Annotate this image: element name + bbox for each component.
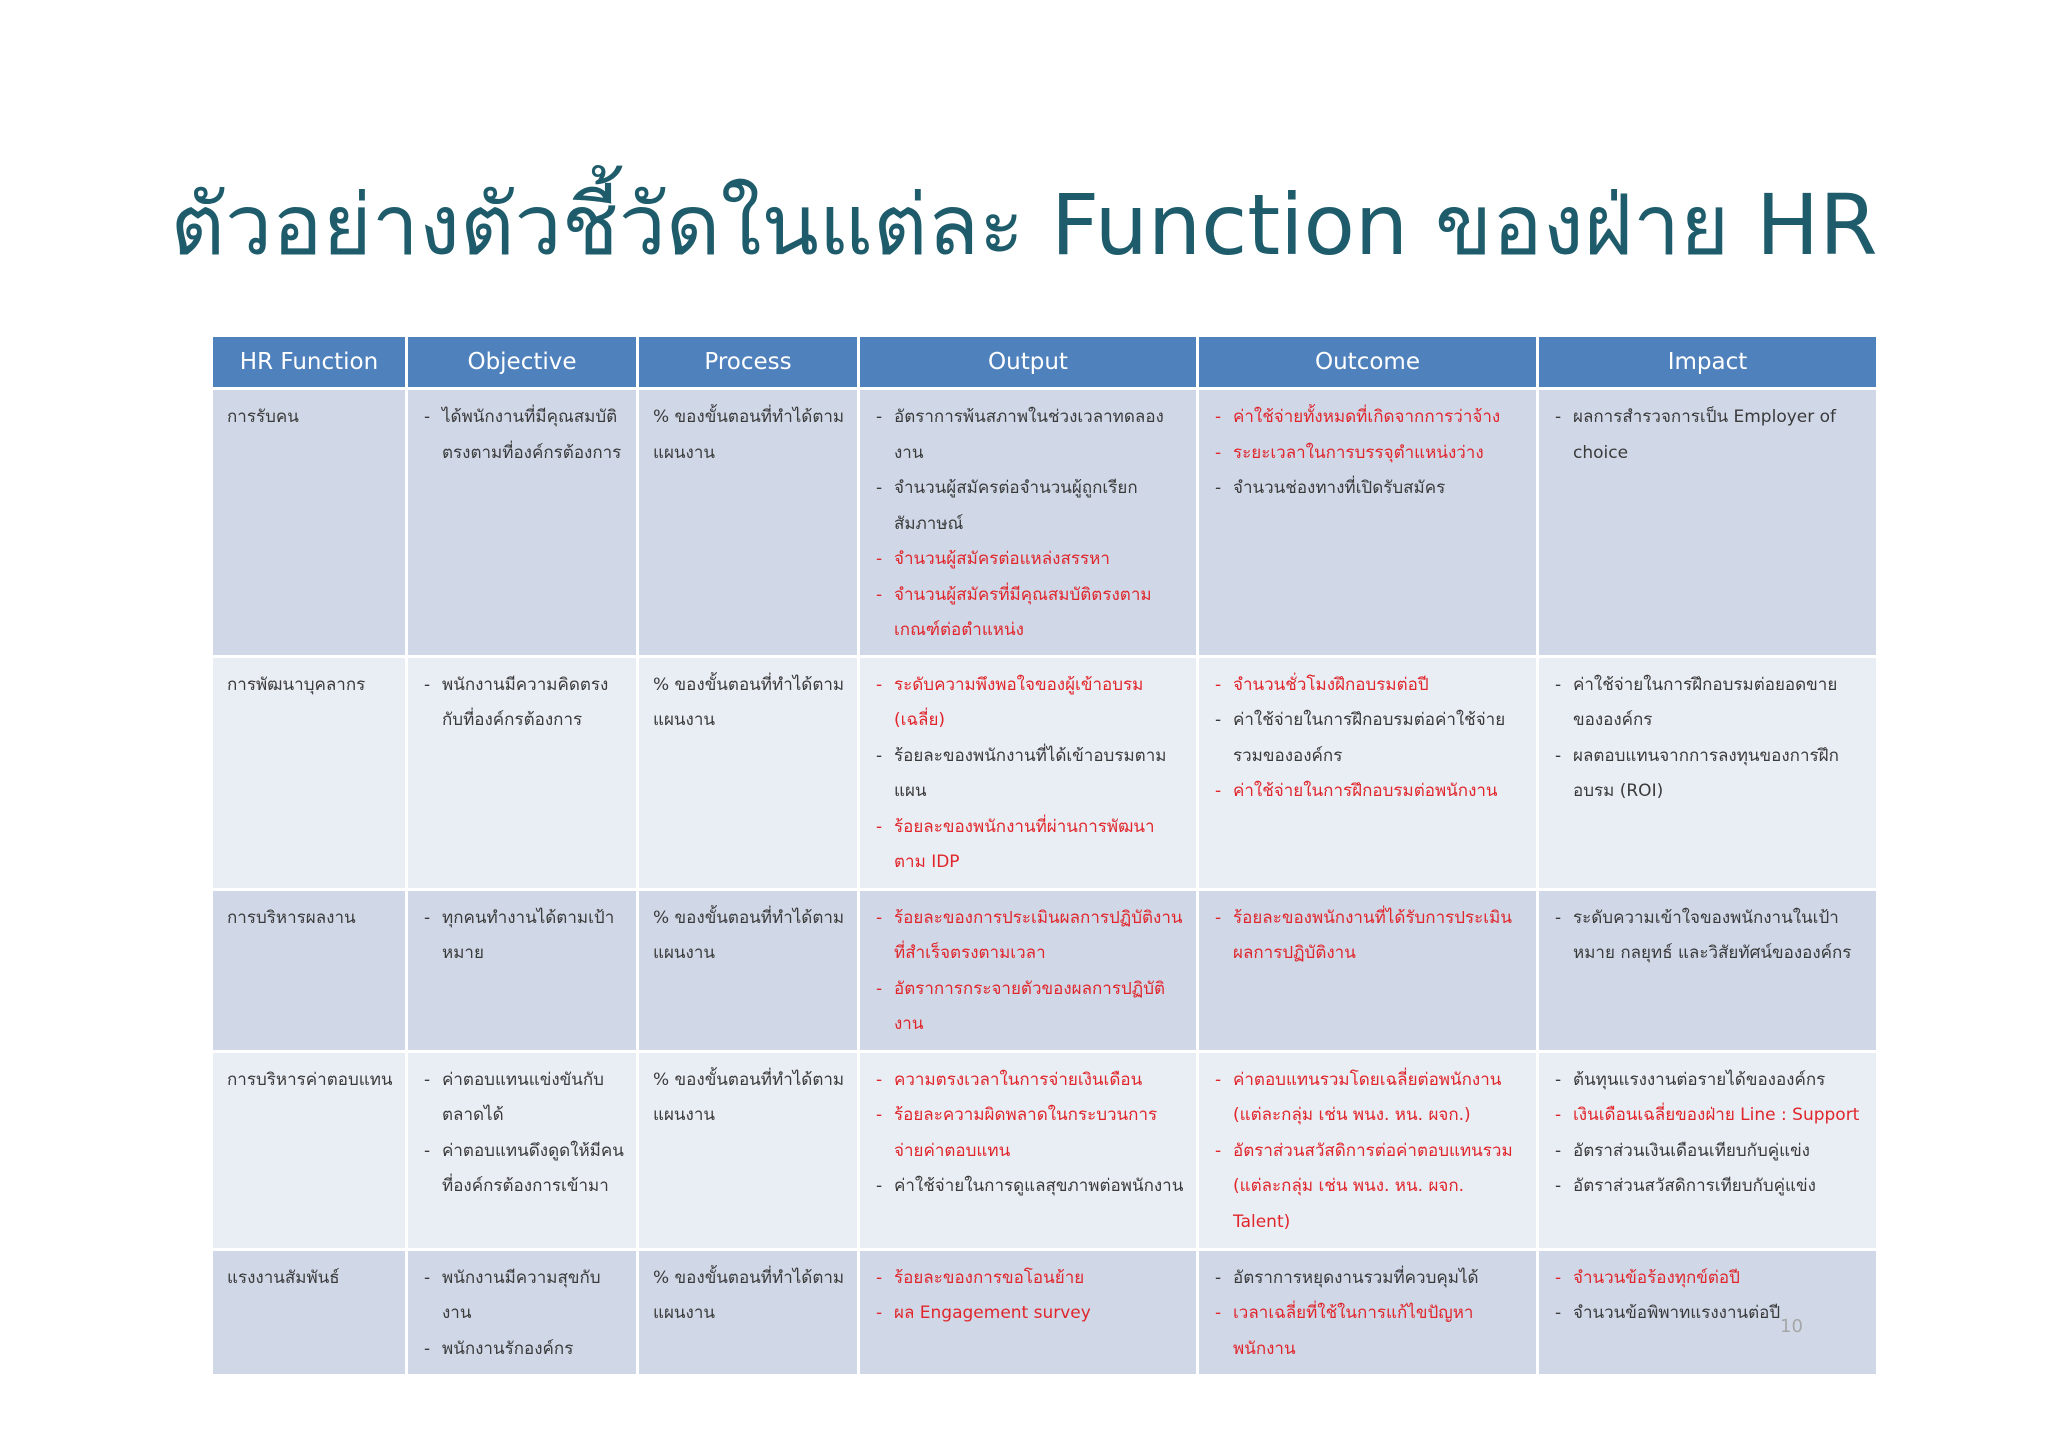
cell-objective (407, 389, 638, 657)
cell-outcome (1198, 389, 1538, 657)
bullet-list (1213, 1063, 1524, 1241)
bullet-list (1553, 1063, 1864, 1205)
bullet-list (874, 1261, 1184, 1332)
list-item: - ร้อยละของพนักงานที่ได้รับการประเมินผลการปฏิบัติงาน (1213, 901, 1524, 972)
cell-objective (407, 889, 638, 1051)
list-item: - จำนวนผู้สมัครที่มีคุณสมบัติตรงตามเกณฑ์ต่อตำแหน่ง (874, 578, 1184, 649)
cell-output (859, 389, 1198, 657)
list-item: - จำนวนผู้สมัครต่อแหล่งสรรหา (874, 542, 1184, 578)
list-item: - ผลตอบแทนจากการลงทุนของการฝึกอบรม (ROI) (1553, 739, 1864, 810)
bullet-list (1213, 1261, 1524, 1368)
cell-objective (407, 1051, 638, 1249)
list-item: - ค่าใช้จ่ายในการดูแลสุขภาพต่อพนักงาน (874, 1169, 1184, 1205)
cell-impact (1538, 1051, 1878, 1249)
bullet-list (1553, 668, 1864, 810)
list-item: - ได้พนักงานที่มีคุณสมบัติตรงตามที่องค์กรต้องการ (422, 400, 624, 471)
list-item: - เงินเดือนเฉลี่ยของฝ่าย Line : Support (1553, 1098, 1864, 1134)
list-item: - อัตราการกระจายตัวของผลการปฏิบัติงาน (874, 972, 1184, 1043)
cell-output (859, 656, 1198, 889)
list-item: - จำนวนข้อพิพาทแรงงานต่อปี (1553, 1296, 1864, 1332)
cell-function: การบริหารค่าตอบแทน (212, 1051, 407, 1249)
table-row (212, 389, 1878, 657)
cell-process: % ของขั้นตอนที่ทำได้ตามแผนงาน (638, 1249, 859, 1375)
bullet-list (874, 901, 1184, 1043)
bullet-list (422, 668, 624, 739)
bullet-list (1213, 668, 1524, 810)
header-hr-function: HR Function (212, 336, 407, 389)
cell-function: การพัฒนาบุคลากร (212, 656, 407, 889)
bullet-list (1553, 400, 1864, 471)
cell-outcome (1198, 1051, 1538, 1249)
cell-process: % ของขั้นตอนที่ทำได้ตามแผนงาน (638, 656, 859, 889)
bullet-list (422, 400, 624, 471)
list-item: - เวลาเฉลี่ยที่ใช้ในการแก้ไขปัญหาพนักงาน (1213, 1296, 1524, 1367)
bullet-list (1213, 400, 1524, 507)
page-number: 10 (1780, 1316, 1803, 1337)
table-row (212, 656, 1878, 889)
list-item: - ระยะเวลาในการบรรจุตำแหน่งว่าง (1213, 436, 1524, 472)
list-item: - ค่าตอบแทนดึงดูดให้มีคนที่องค์กรต้องการเข้ามา (422, 1134, 624, 1205)
cell-output (859, 1249, 1198, 1375)
bullet-list (422, 1063, 624, 1205)
list-item: - ค่าใช้จ่ายทั้งหมดที่เกิดจากการว่าจ้าง (1213, 400, 1524, 436)
cell-impact (1538, 389, 1878, 657)
list-item: - ร้อยละของพนักงานที่ได้เข้าอบรมตามแผน (874, 739, 1184, 810)
cell-output (859, 1051, 1198, 1249)
list-item: - ผลการสำรวจการเป็น Employer of choice (1553, 400, 1864, 471)
cell-process: % ของขั้นตอนที่ทำได้ตามแผนงาน (638, 1051, 859, 1249)
list-item: - อัตราส่วนสวัสดิการต่อค่าตอบแทนรวม (แต่ละกลุ่ม เช่น พนง. หน. ผจก. Talent) (1213, 1134, 1524, 1241)
cell-outcome (1198, 1249, 1538, 1375)
list-item: - พนักงานมีความสุขกับงาน (422, 1261, 624, 1332)
list-item: - อัตราส่วนเงินเดือนเทียบกับคู่แข่ง (1553, 1134, 1864, 1170)
list-item: - จำนวนผู้สมัครต่อจำนวนผู้ถูกเรียกสัมภาษณ์ (874, 471, 1184, 542)
table-row (212, 889, 1878, 1051)
header-objective: Objective (407, 336, 638, 389)
table-row (212, 1051, 1878, 1249)
list-item: - ระดับความเข้าใจของพนักงานในเป้าหมาย กลยุทธ์ และวิสัยทัศน์ขององค์กร (1553, 901, 1864, 972)
cell-impact (1538, 1249, 1878, 1375)
list-item: - ต้นทุนแรงงานต่อรายได้ขององค์กร (1553, 1063, 1864, 1099)
bullet-list (1553, 901, 1864, 972)
cell-output (859, 889, 1198, 1051)
list-item: - ค่าใช้จ่ายในการฝึกอบรมต่อยอดขายขององค์กร (1553, 668, 1864, 739)
cell-objective (407, 656, 638, 889)
table-header-row (212, 336, 1878, 389)
header-impact: Impact (1538, 336, 1878, 389)
bullet-list (1213, 901, 1524, 972)
slide-title: ตัวอย่างตัวชี้วัดในแต่ละ Function ของฝ่าย HR (170, 176, 1878, 274)
list-item: - ร้อยละความผิดพลาดในกระบวนการจ่ายค่าตอบแทน (874, 1098, 1184, 1169)
bullet-list (874, 400, 1184, 649)
header-outcome: Outcome (1198, 336, 1538, 389)
cell-function: การรับคน (212, 389, 407, 657)
list-item: - ร้อยละของการประเมินผลการปฏิบัติงานที่สำเร็จตรงตามเวลา (874, 901, 1184, 972)
list-item: - ร้อยละของการขอโอนย้าย (874, 1261, 1184, 1297)
list-item: - ค่าตอบแทนรวมโดยเฉลี่ยต่อพนักงาน (แต่ละกลุ่ม เช่น พนง. หน. ผจก.) (1213, 1063, 1524, 1134)
list-item: - ค่าใช้จ่ายในการฝึกอบรมต่อพนักงาน (1213, 774, 1524, 810)
bullet-list (874, 1063, 1184, 1205)
list-item: - ความตรงเวลาในการจ่ายเงินเดือน (874, 1063, 1184, 1099)
cell-process: % ของขั้นตอนที่ทำได้ตามแผนงาน (638, 389, 859, 657)
list-item: - จำนวนชั่วโมงฝึกอบรมต่อปี (1213, 668, 1524, 704)
list-item: - อัตราการหยุดงานรวมที่ควบคุมได้ (1213, 1261, 1524, 1297)
cell-outcome (1198, 656, 1538, 889)
bullet-list (422, 1261, 624, 1368)
list-item: - ค่าใช้จ่ายในการฝึกอบรมต่อค่าใช้จ่ายรวมขององค์กร (1213, 703, 1524, 774)
list-item: - อัตราการพ้นสภาพในช่วงเวลาทดลองงาน (874, 400, 1184, 471)
list-item: - จำนวนข้อร้องทุกข์ต่อปี (1553, 1261, 1864, 1297)
header-process: Process (638, 336, 859, 389)
hr-kpi-table (210, 334, 1879, 1377)
bullet-list (1553, 1261, 1864, 1332)
cell-function: การบริหารผลงาน (212, 889, 407, 1051)
list-item: - ระดับความพึงพอใจของผู้เข้าอบรม (เฉลี่ย) (874, 668, 1184, 739)
list-item: - ร้อยละของพนักงานที่ผ่านการพัฒนาตาม IDP (874, 810, 1184, 881)
cell-outcome (1198, 889, 1538, 1051)
header-output: Output (859, 336, 1198, 389)
list-item: - ผล Engagement survey (874, 1296, 1184, 1332)
cell-impact (1538, 889, 1878, 1051)
cell-function: แรงงานสัมพันธ์ (212, 1249, 407, 1375)
cell-objective (407, 1249, 638, 1375)
cell-process: % ของขั้นตอนที่ทำได้ตามแผนงาน (638, 889, 859, 1051)
list-item: - ค่าตอบแทนแข่งขันกับตลาดได้ (422, 1063, 624, 1134)
list-item: - อัตราส่วนสวัสดิการเทียบกับคู่แข่ง (1553, 1169, 1864, 1205)
bullet-list (874, 668, 1184, 881)
list-item: - พนักงานมีความคิดตรงกับที่องค์กรต้องการ (422, 668, 624, 739)
list-item: - ทุกคนทำงานได้ตามเป้าหมาย (422, 901, 624, 972)
table-row (212, 1249, 1878, 1375)
list-item: - จำนวนช่องทางที่เปิดรับสมัคร (1213, 471, 1524, 507)
list-item: - พนักงานรักองค์กร (422, 1332, 624, 1368)
bullet-list (422, 901, 624, 972)
cell-impact (1538, 656, 1878, 889)
